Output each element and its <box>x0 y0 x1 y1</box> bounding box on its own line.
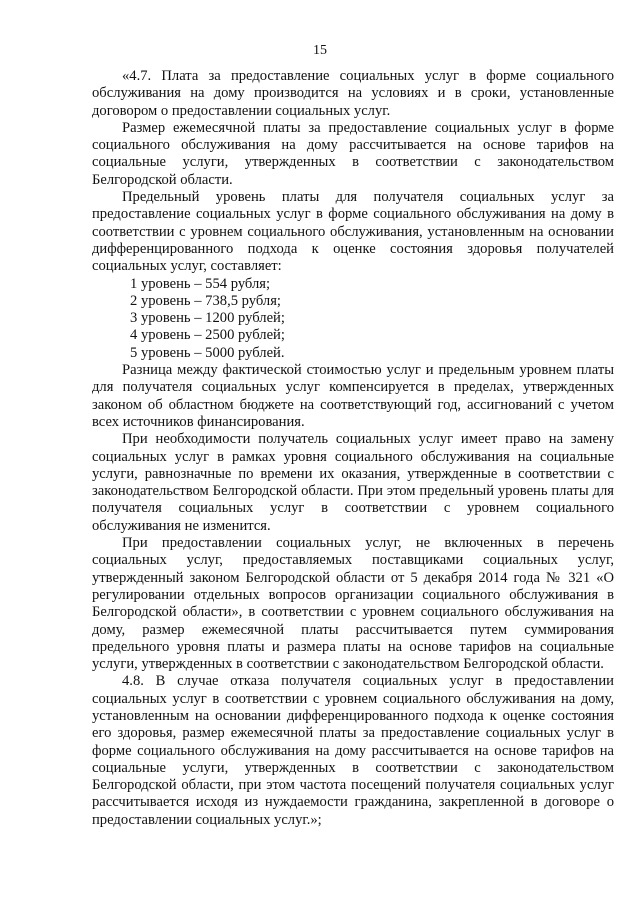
document-body <box>92 68 614 829</box>
list-item: 2 уровень – 738,5 рубля; <box>130 292 281 309</box>
paragraph-additional-services: При предоставлении социальных услуг, не включенных в перечень социальных услуг, предоставляемых поставщиками социальных услуг, утвержденный законом Белгородской области от 5 декабря 2014 года № 321 «О регулировании отдельных вопросов организации социального обслуживания в Белгородской области», в соответствии с уровнем социального обслуживания на дому, размер ежемесячной платы рассчитывается путем суммирования предельного уровня платы и размера платы на основе тарифов на социальные услуги, утвержденных в соответствии с законодательством Белгородской области. <box>92 535 614 673</box>
paragraph-fee-limit: Предельный уровень платы для получателя социальных услуг за предоставление социальных услуг в форме социального обслуживания на дому в соответствии с уровнем социального обслуживания, установленным на основании дифференцированного подхода к оценке состояния здоровья получателей социальных услуг, составляет: <box>92 189 614 275</box>
paragraph-4-8: 4.8. В случае отказа получателя социальных услуг в предоставлении социальных услуг в соответствии с уровнем социального обслуживания на дому, установленным на основании дифференцированного подхода к оценке состояния его здоровья, размер ежемесячной платы за предоставление социальных услуг в форме социального обслуживания на дому рассчитывается на основе тарифов на социальные услуги, утвержденных в соответствии с законодательством Белгородской области, при этом частота посещений получателя социальных услуг рассчитывается исходя из нуждаемости гражданина, закрепленной в договоре о предоставлении социальных услуг.»; <box>92 673 614 828</box>
page-number: 15 <box>313 43 327 58</box>
list-item: 5 уровень – 5000 рублей. <box>130 344 285 361</box>
paragraph-compensation: Разница между фактической стоимостью услуг и предельным уровнем платы для получателя социальных услуг компенсируется в пределах, утвержденных законом об областном бюджете на соответствующий год, ассигнований с учетом всех источников финансирования. <box>92 362 614 430</box>
list-item: 3 уровень – 1200 рублей; <box>130 310 285 327</box>
paragraph-replacement: При необходимости получатель социальных услуг имеет право на замену социальных услуг в рамках уровня социального обслуживания на социальные услуги, равнозначные по времени их оказания, утвержденные в соответствии с законодательством Белгородской области. При этом предельный уровень платы для получателя социальных услуг в соответствии с уровнем социального обслуживания не изменится. <box>92 431 614 534</box>
paragraph-4-7: «4.7. Плата за предоставление социальных услуг в форме социального обслуживания на дому производится на условиях и в сроки, установленные договором о предоставлении социальных услуг. <box>92 68 614 119</box>
fee-levels-list <box>92 276 614 362</box>
list-item: 1 уровень – 554 рубля; <box>130 275 271 292</box>
list-item: 4 уровень – 2500 рублей; <box>130 327 285 344</box>
paragraph-monthly-fee: Размер ежемесячной платы за предоставление социальных услуг в форме социального обслуживания на дому рассчитывается на основе тарифов на социальные услуги, утвержденных в соответствии с законодательством Белгородской области. <box>92 119 614 188</box>
